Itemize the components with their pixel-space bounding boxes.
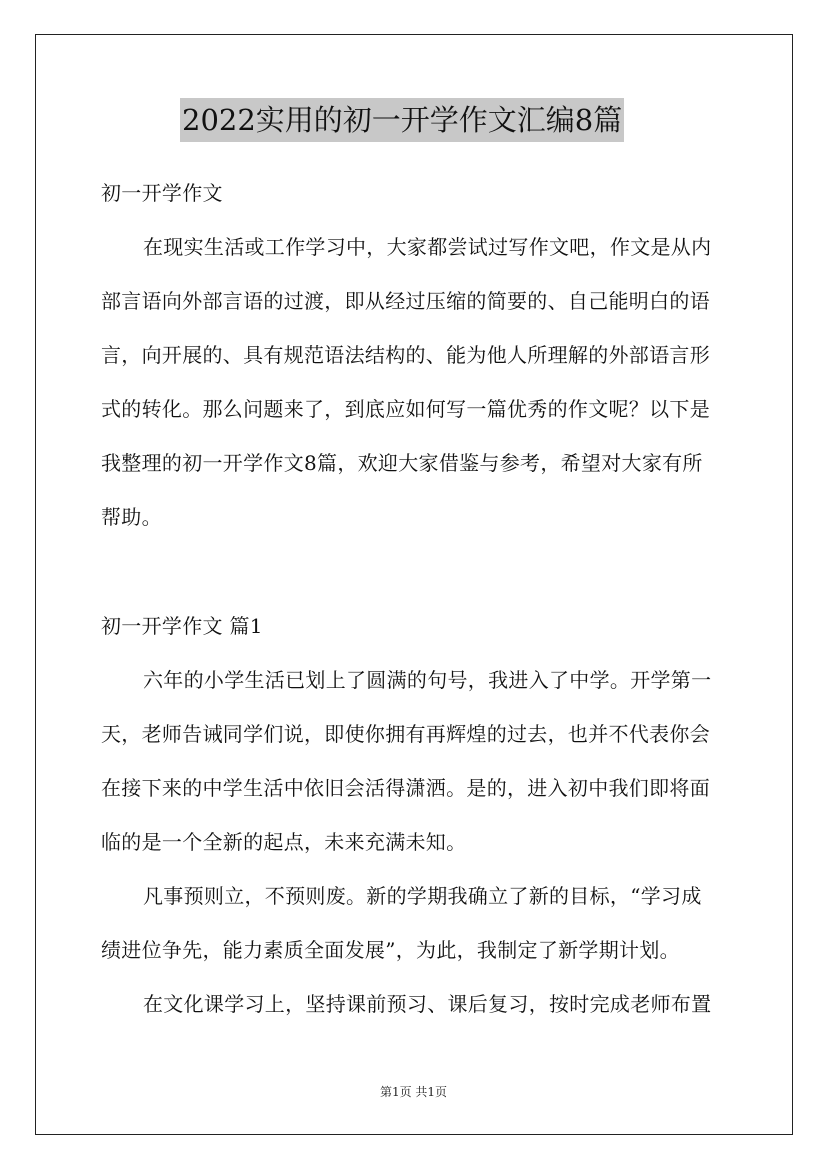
section-paragraph-line: 在文化课学习上，坚持课前预习、课后复习，按时完成老师布置 [143, 992, 712, 1016]
intro-paragraph-line: 我整理的初一开学作文8篇，欢迎大家借鉴与参考，希望对大家有所 [101, 451, 703, 475]
intro-paragraph-line: 式的转化。那么问题来了，到底应如何写一篇优秀的作文呢？以下是 [101, 397, 710, 421]
section-paragraph-line: 六年的小学生活已划上了圆满的句号，我进入了中学。开学第一 [143, 668, 712, 692]
section-paragraph-line: 凡事预则立，不预则废。新的学期我确立了新的目标，“学习成 [143, 884, 702, 908]
intro-paragraph-line: 言，向开展的、具有规范语法结构的、能为他人所理解的外部语言形 [101, 343, 710, 367]
section-paragraph-line: 天，老师告诫同学们说，即使你拥有再辉煌的过去，也并不代表你会 [101, 722, 710, 746]
section-paragraph-line: 临的是一个全新的起点，未来充满未知。 [101, 830, 467, 854]
intro-paragraph-line: 帮助。 [101, 505, 162, 529]
section-paragraph-line: 绩进位争先，能力素质全面发展”，为此，我制定了新学期计划。 [101, 938, 680, 962]
page-footer: 第1页 共1页 [379, 1085, 448, 1099]
intro-heading: 初一开学作文 [101, 181, 223, 205]
intro-paragraph-line: 部言语向外部言语的过渡，即从经过压缩的简要的、自己能明白的语 [101, 289, 710, 313]
section-paragraph-line: 在接下来的中学生活中依旧会活得潇洒。是的，进入初中我们即将面 [101, 776, 710, 800]
intro-paragraph-line: 在现实生活或工作学习中，大家都尝试过写作文吧，作文是从内 [143, 235, 712, 259]
section-heading: 初一开学作文 篇1 [101, 614, 263, 638]
document-title: 2022实用的初一开学作文汇编8篇 [180, 98, 624, 142]
